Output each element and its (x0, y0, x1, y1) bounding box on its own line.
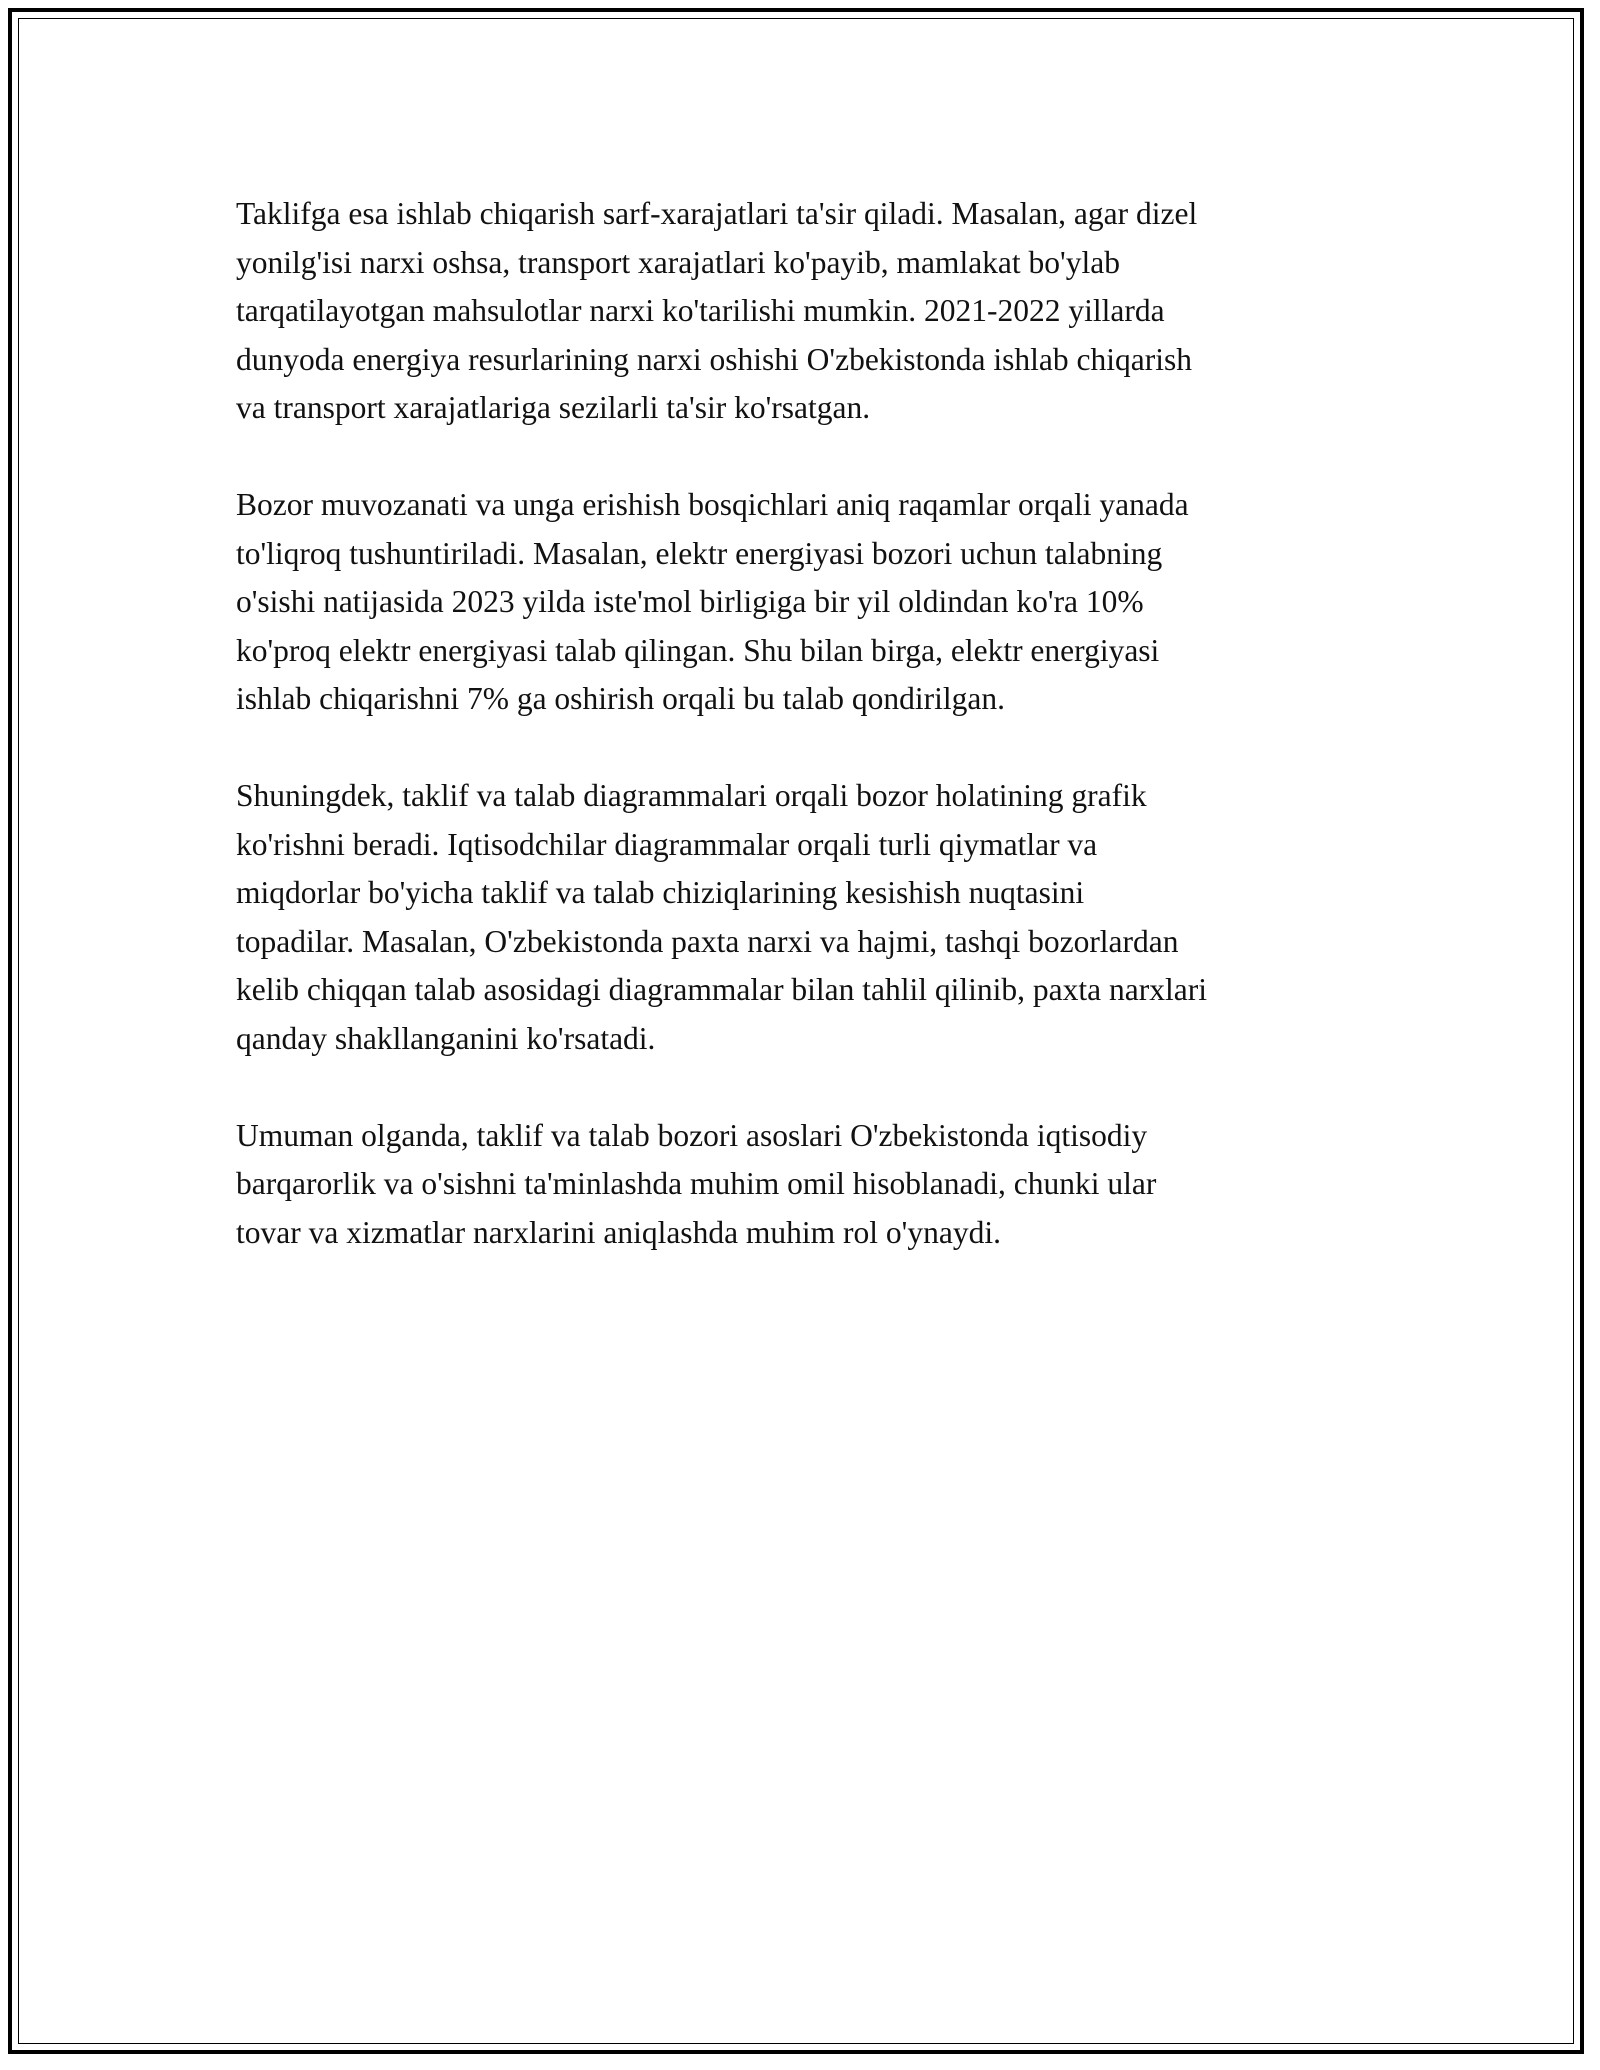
text-line: qanday shakllanganini ko'rsatadi. (236, 1020, 656, 1056)
paragraph-conclusion (236, 1112, 1376, 1258)
text-line: Shuningdek, taklif va talab diagrammalari orqali bozor holatining grafik (236, 778, 1147, 813)
text-line: dunyoda energiya resurlarining narxi oshishi O'zbekistonda ishlab chiqarish (236, 341, 1192, 377)
text-line: Taklifga esa ishlab chiqarish sarf-xarajatlari ta'sir qiladi. Masalan, agar dizel (236, 196, 1198, 231)
text-line: tovar va xizmatlar narxlarini aniqlashda muhim rol o'ynaydi. (236, 1214, 1001, 1250)
paragraph-supply-costs (236, 190, 1376, 433)
text-line: topadilar. Masalan, O'zbekistonda paxta narxi va hajmi, tashqi bozorlardan (236, 923, 1179, 959)
text-line: ko'rishni beradi. Iqtisodchilar diagrammalar orqali turli qiymatlar va (236, 826, 1098, 862)
text-line: Umuman olganda, taklif va talab bozori asoslari O'zbekistonda iqtisodiy (236, 1117, 1148, 1153)
text-line: miqdorlar bo'yicha taklif va talab chiziqlarining kesishish nuqtasini (236, 875, 1085, 910)
text-line: ishlab chiqarishni 7% ga oshirish orqali bu talab qondirilgan. (236, 681, 1005, 716)
text-line: o'sishi natijasida 2023 yilda iste'mol birligiga bir yil oldindan ko'ra 10% (236, 584, 1144, 619)
text-line: to'liqroq tushuntiriladi. Masalan, elektr energiyasi bozori uchun talabning (236, 535, 1163, 571)
text-line: Bozor muvozanati va unga erishish bosqichlari aniq raqamlar orqali yanada (236, 487, 1189, 522)
document-body (236, 190, 1376, 1306)
text-line: va transport xarajatlariga sezilarli ta'sir ko'rsatgan. (236, 390, 871, 425)
text-line: ko'proq elektr energiyasi talab qilingan. Shu bilan birga, elektr energiyasi (236, 632, 1160, 668)
text-line: kelib chiqqan talab asosidagi diagrammalar bilan tahlil qilinib, paxta narxlari (236, 972, 1207, 1007)
paragraph-diagrams (236, 772, 1376, 1063)
text-line: yonilg'isi narxi oshsa, transport xarajatlari ko'payib, mamlakat bo'ylab (236, 244, 1120, 280)
text-line: tarqatilayotgan mahsulotlar narxi ko'tarilishi mumkin. 2021-2022 yillarda (236, 293, 1165, 328)
text-line: barqarorlik va o'sishni ta'minlashda muhim omil hisoblanadi, chunki ular (236, 1166, 1157, 1201)
paragraph-market-equilibrium (236, 481, 1376, 724)
